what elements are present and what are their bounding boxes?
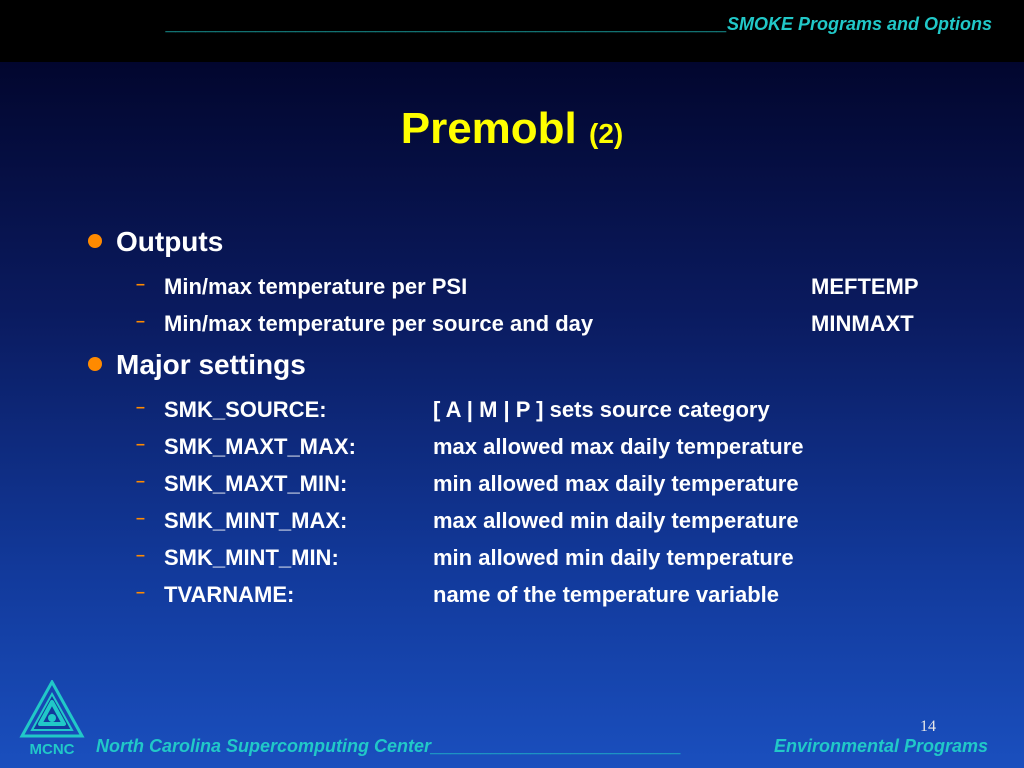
bullet-label: Outputs <box>116 226 224 257</box>
setting-description: min allowed min daily temperature <box>433 545 794 570</box>
header-title: ________________________________________________________SMOKE Programs and Options <box>166 14 992 34</box>
slide-title-main: Premobl <box>400 104 577 153</box>
mcnc-logo-icon <box>18 680 86 760</box>
page-number: 14 <box>920 718 936 735</box>
slide-title-sub: (2) <box>589 118 624 149</box>
footer-right: Environmental Programs <box>773 736 988 756</box>
orange-dot-icon <box>88 357 102 371</box>
orange-dot-icon <box>88 234 102 248</box>
setting-description: min allowed max daily temperature <box>433 471 799 496</box>
setting-name: SMK_MINT_MAX: <box>164 508 348 533</box>
setting-description: name of the temperature variable <box>433 582 780 607</box>
setting-name: SMK_MAXT_MAX: <box>164 434 356 459</box>
item-name: Min/max temperature per PSI <box>164 274 468 299</box>
setting-name: SMK_MAXT_MIN: <box>164 471 348 496</box>
dash-icon: – <box>136 313 145 330</box>
item-value: MEFTEMP <box>811 274 919 299</box>
setting-name: TVARNAME: <box>164 582 295 607</box>
setting-description: [ A | M | P ] sets source category <box>433 397 770 422</box>
setting-name: SMK_SOURCE: <box>164 397 327 422</box>
item-value: MINMAXT <box>811 311 914 336</box>
dash-icon: – <box>136 276 145 293</box>
dash-icon: – <box>136 436 145 453</box>
setting-description: max allowed min daily temperature <box>433 508 799 533</box>
item-name: Min/max temperature per source and day <box>164 311 594 336</box>
bullet-label: Major settings <box>116 349 306 380</box>
bullet-major-settings <box>88 349 306 381</box>
bullet-outputs <box>88 226 223 258</box>
dash-icon: – <box>136 584 145 601</box>
slide-title <box>0 104 1024 154</box>
dash-icon: – <box>136 473 145 490</box>
header-bar <box>0 0 1024 62</box>
setting-description: max allowed max daily temperature <box>433 434 804 459</box>
setting-name: SMK_MINT_MIN: <box>164 545 339 570</box>
dash-icon: – <box>136 510 145 527</box>
footer <box>96 736 988 757</box>
logo-text: MCNC <box>29 741 75 758</box>
dash-icon: – <box>136 399 145 416</box>
footer-left: North Carolina Supercomputing Center_________________________ <box>96 736 682 756</box>
dash-icon: – <box>136 547 145 564</box>
